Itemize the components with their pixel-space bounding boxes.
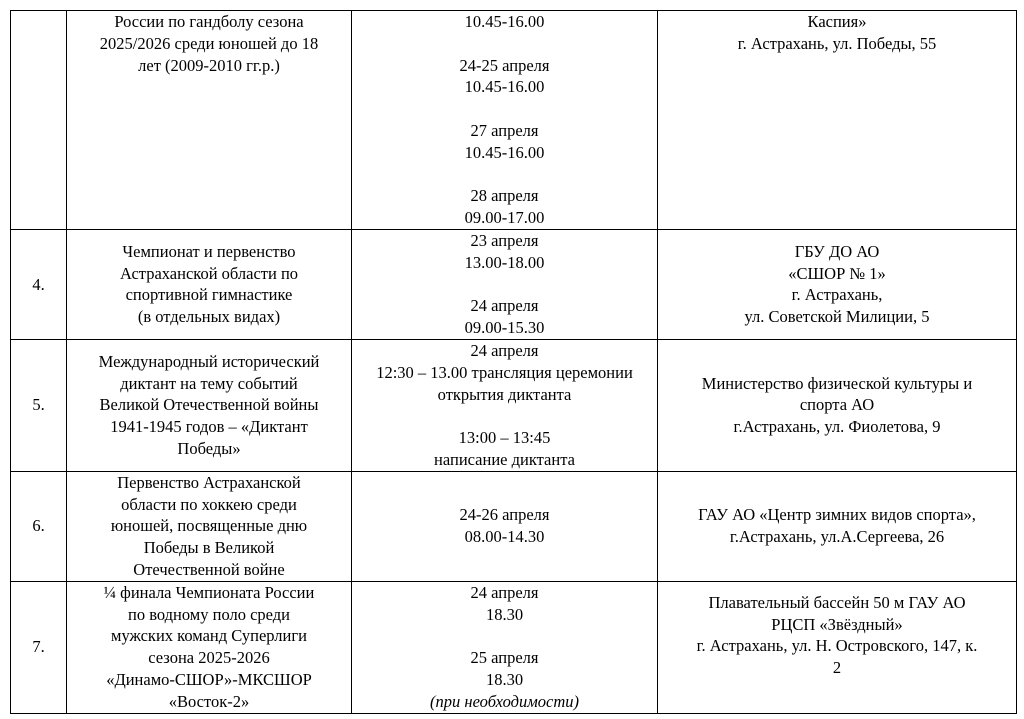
row-number: 7. [11,581,67,713]
row-number: 6. [11,471,67,581]
events-table [10,10,1017,714]
time-note: (при необходимости) [430,691,579,711]
row-number: 4. [11,229,67,339]
event-place: ГАУ АО «Центр зимних видов спорта», г.Астрахань, ул.А.Сергеева, 26 [658,471,1017,581]
table-row [11,11,1017,230]
table-row [11,339,1017,471]
event-place: Каспия» г. Астрахань, ул. Победы, 55 [658,11,1017,230]
event-place: ГБУ ДО АО «СШОР № 1» г. Астрахань, ул. Советской Милиции, 5 [658,229,1017,339]
table-row [11,471,1017,581]
event-name: Международный исторический диктант на тему событий Великой Отечественной войны 1941-1945 годов – «Диктант Победы» [67,339,352,471]
event-time: 10.45-16.00 24-25 апреля 10.45-16.00 27 апреля 10.45-16.00 28 апреля 09.00-17.00 [352,11,658,230]
table-row [11,581,1017,713]
event-time: 24 апреля 18.30 25 апреля 18.30 (при необходимости) [352,581,658,713]
row-number [11,11,67,230]
table-row [11,229,1017,339]
event-name: Чемпионат и первенство Астраханской области по спортивной гимнастике (в отдельных видах) [67,229,352,339]
event-name: ¼ финала Чемпионата России по водному поло среди мужских команд Суперлиги сезона 2025-2026 «Динамо-СШОР»-МКСШОР «Восток-2» [67,581,352,713]
event-place: Министерство физической культуры и спорта АО г.Астрахань, ул. Фиолетова, 9 [658,339,1017,471]
row-number: 5. [11,339,67,471]
event-time: 24 апреля 12:30 – 13.00 трансляция церемонии открытия диктанта 13:00 – 13:45 написание диктанта [352,339,658,471]
event-name: России по гандболу сезона 2025/2026 среди юношей до 18 лет (2009-2010 гг.р.) [67,11,352,230]
event-name: Первенство Астраханской области по хоккею среди юношей, посвященные дню Победы в Великой Отечественной войне [67,471,352,581]
event-place: Плавательный бассейн 50 м ГАУ АО РЦСП «Звёздный» г. Астрахань, ул. Н. Островского, 147, к. 2 [658,581,1017,713]
event-time: 23 апреля 13.00-18.00 24 апреля 09.00-15.30 [352,229,658,339]
event-time: 24-26 апреля 08.00-14.30 [352,471,658,581]
